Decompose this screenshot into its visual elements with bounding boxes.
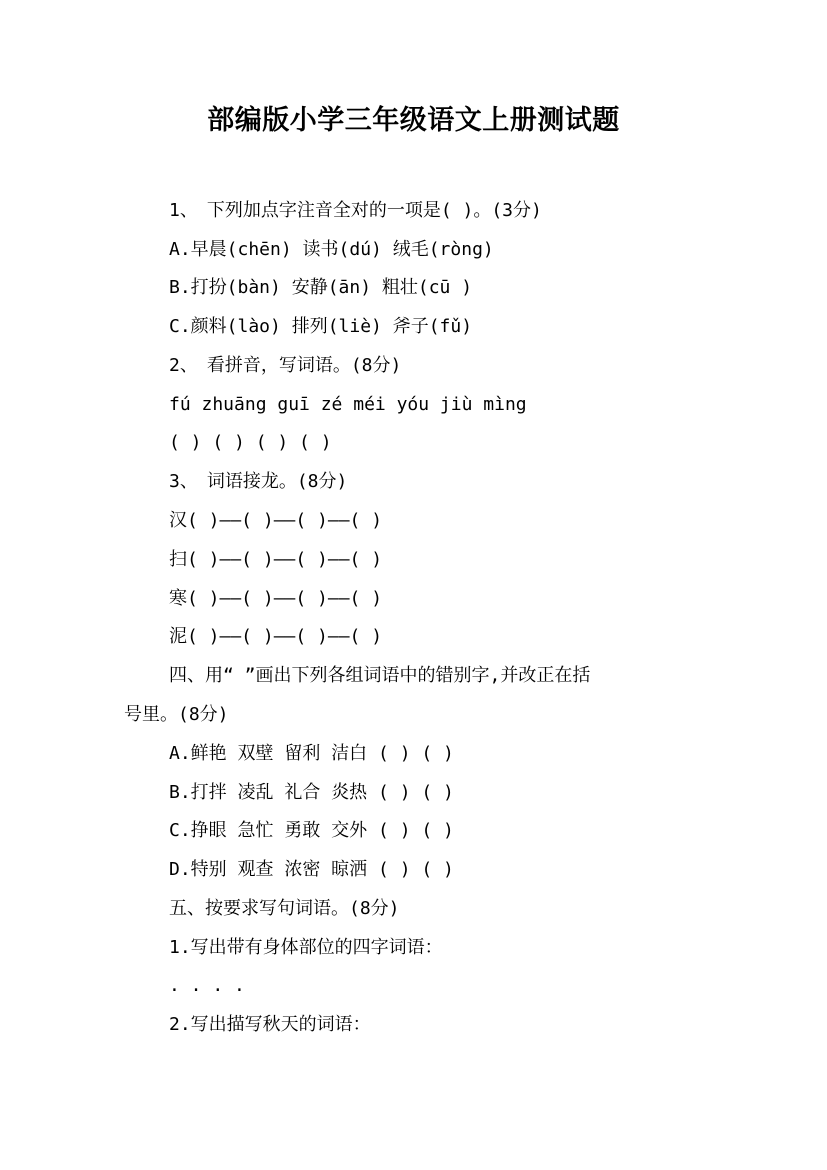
question-3-chain-1: 汉( )——( )——( )——( ) [169,510,383,531]
question-2-pinyin: fú zhuāng guī zé méi yóu jiù mìng [169,394,527,415]
question-4-group-a: A.鲜艳 双壁 留利 洁白 ( ) ( ) [169,743,454,764]
question-4-prompt-continued: 号里。(8分) [124,704,229,725]
question-2-answer-blanks: ( ) ( ) ( ) ( ) [169,432,332,453]
question-1-prompt: 1、 下列加点字注音全对的一项是( )。(3分) [169,200,542,221]
question-5-item-2: 2.写出描写秋天的词语： [169,1014,371,1035]
question-1-option-b: B.打扮(bàn) 安静(ān) 粗壮(cū ) [169,277,473,298]
question-1-option-c: C.颜料(lào) 排列(liè) 斧子(fǔ) [169,316,473,337]
question-4-group-b: B.打拌 凌乱 礼合 炎热 ( ) ( ) [169,782,454,803]
question-2-prompt: 2、 看拼音，写词语。(8分) [169,355,402,376]
question-5-item-1: 1.写出带有身体部位的四字词语： [169,937,443,958]
question-1-option-a: A.早晨(chēn) 读书(dú) 绒毛(ròng) [169,239,494,260]
question-4-prompt: 四、用“ ”画出下列各组词语中的错别字,并改正在括 [169,665,591,686]
question-5-prompt: 五、按要求写句词语。(8分) [169,898,400,919]
question-4-group-c: C.挣眼 急忙 勇敢 交外 ( ) ( ) [169,820,454,841]
question-5-item-1-answer-dots: . . . . [169,975,245,996]
question-4-group-d: D.特别 观查 浓密 晾洒 ( ) ( ) [169,859,454,880]
document-title: 部编版小学三年级语文上册测试题 [207,105,620,136]
question-3-prompt: 3、 词语接龙。(8分) [169,471,348,492]
question-3-chain-3: 寒( )——( )——( )——( ) [169,588,383,609]
question-3-chain-4: 泥( )——( )——( )——( ) [169,626,383,647]
question-3-chain-2: 扫( )——( )——( )——( ) [169,549,383,570]
